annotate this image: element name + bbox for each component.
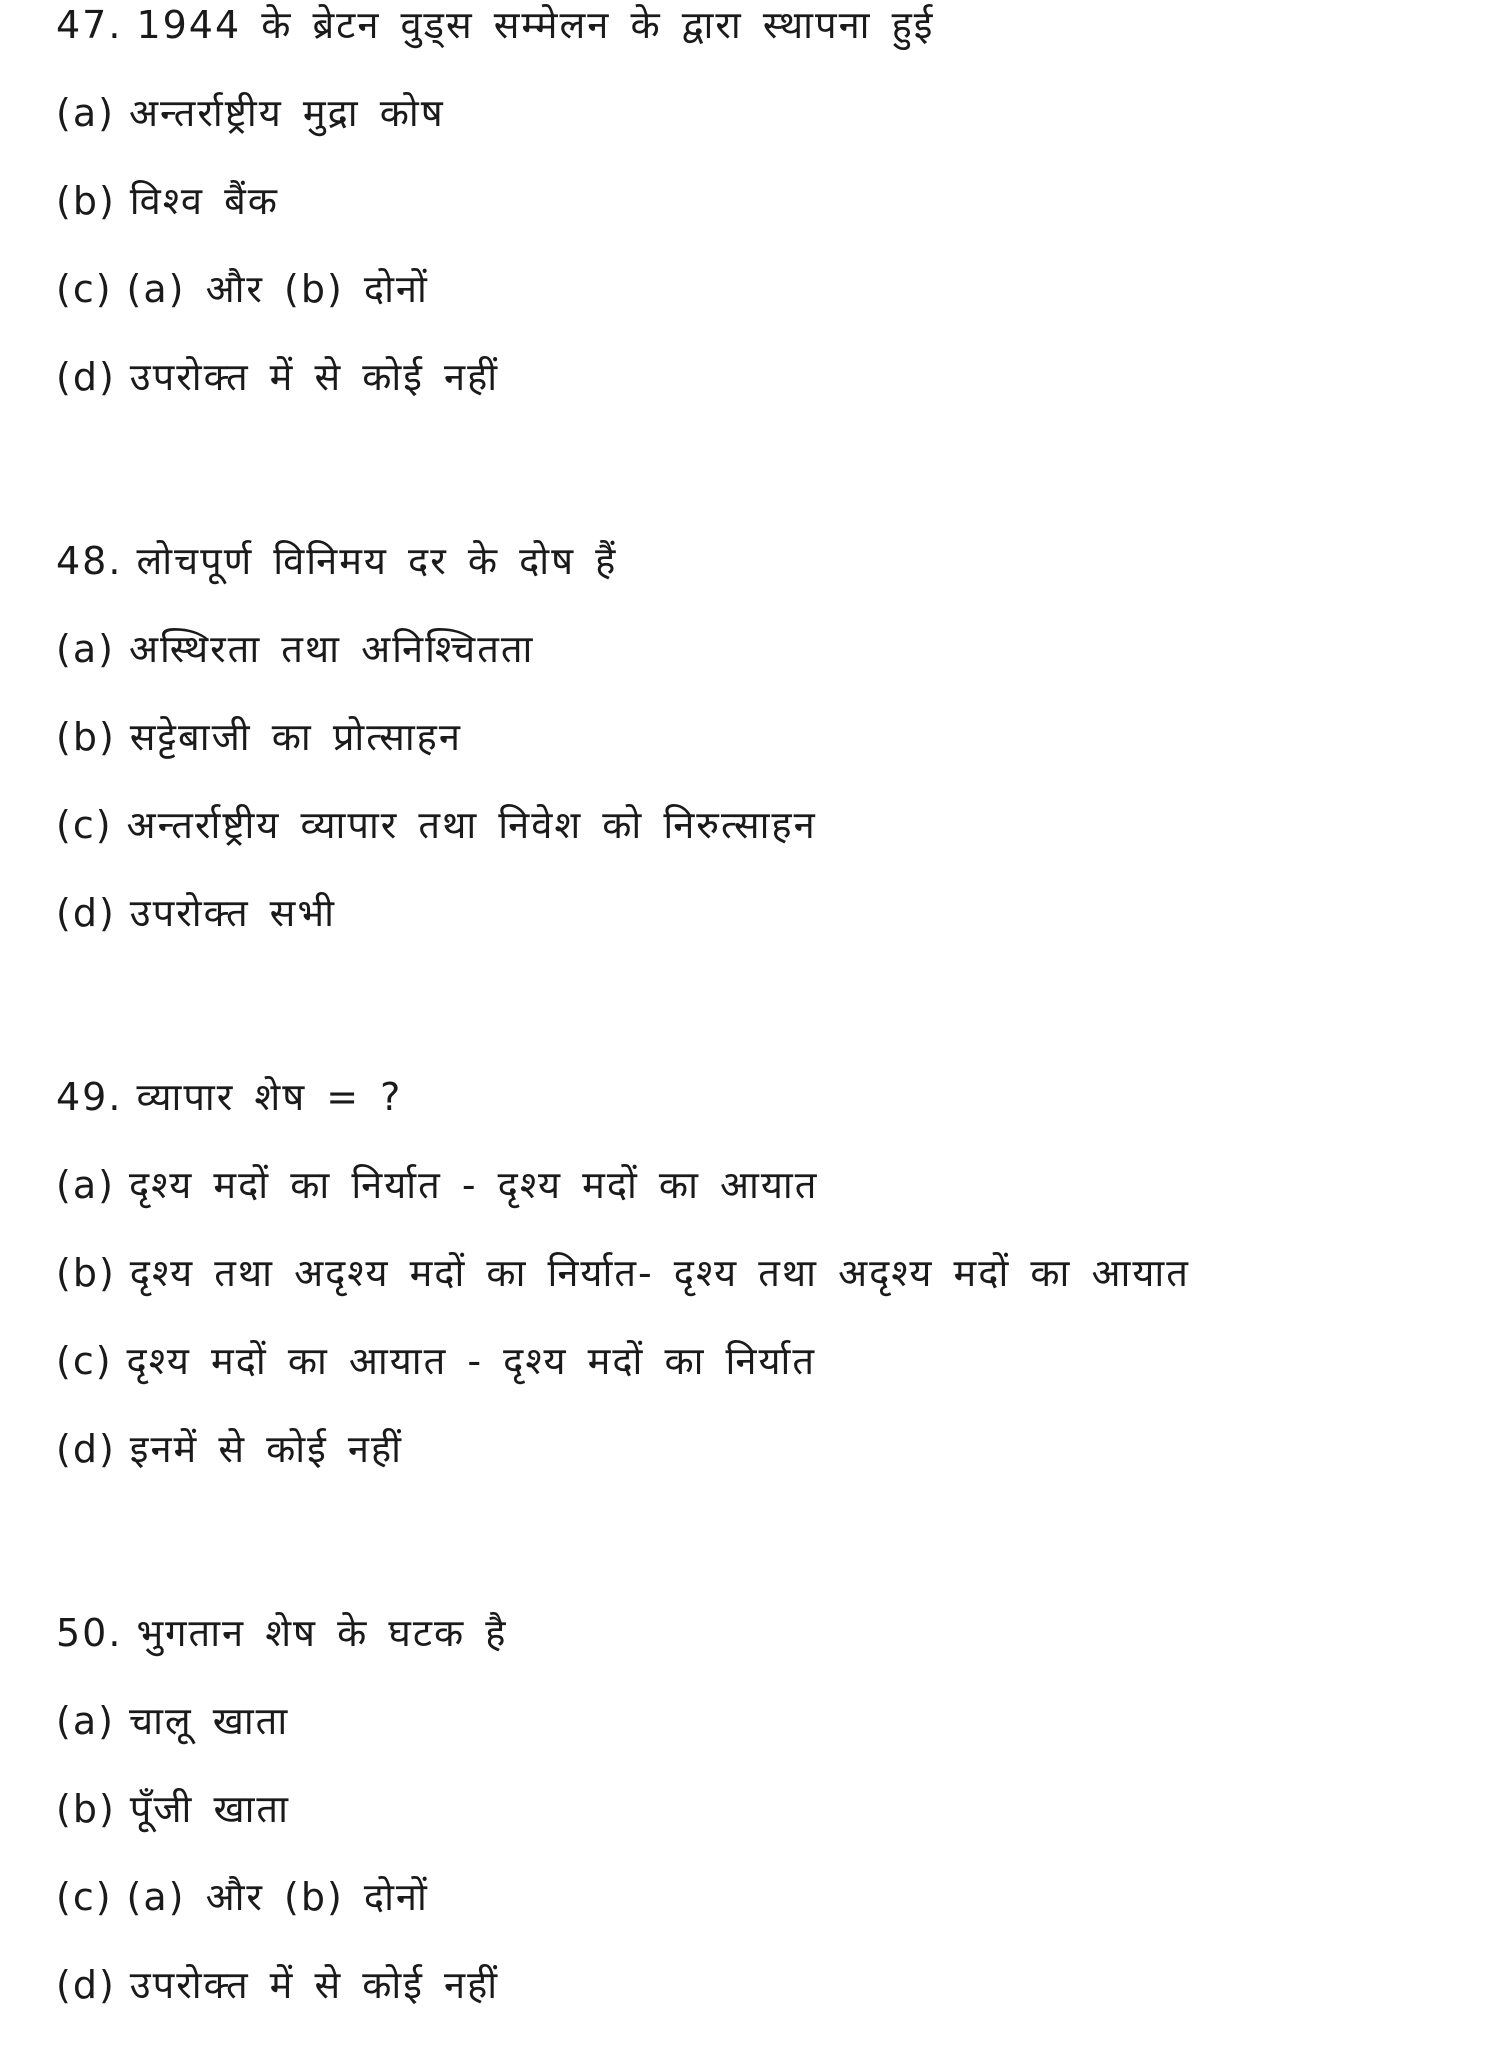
option-d: [56, 1960, 1505, 2048]
option-text: अन्तर्राष्ट्रीय मुद्रा कोष: [128, 91, 445, 135]
question-text: लोचपूर्ण विनिमय दर के दोष हैं: [136, 539, 618, 583]
option-letter: (a): [56, 91, 115, 135]
question-text: भुगतान शेष के घटक है: [136, 1611, 508, 1655]
option-text: दृश्य मदों का आयात - दृश्य मदों का निर्यात: [126, 1339, 817, 1383]
option-letter: (c): [56, 267, 113, 311]
option-c: [56, 800, 1505, 888]
option-text: विश्व बैंक: [129, 179, 279, 223]
option-d: [56, 888, 1505, 976]
option-b: [56, 1784, 1505, 1872]
question-number: 50.: [56, 1611, 123, 1655]
option-text: उपरोक्त में से कोई नहीं: [129, 355, 500, 399]
option-text: चालू खाता: [128, 1699, 290, 1743]
option-letter: (d): [56, 1963, 116, 2007]
option-text: सट्टेबाजी का प्रोत्साहन: [129, 715, 462, 759]
option-text: इनमें से कोई नहीं: [129, 1427, 403, 1471]
option-letter: (a): [56, 1163, 115, 1207]
option-c: [56, 264, 1505, 352]
option-a: [56, 1696, 1505, 1784]
option-c: [56, 1872, 1505, 1960]
option-text: दृश्य मदों का निर्यात - दृश्य मदों का आयात: [128, 1163, 819, 1207]
question-stem: [56, 1072, 1505, 1160]
option-text: अस्थिरता तथा अनिश्चितता: [128, 627, 535, 671]
question-49: [56, 1072, 1505, 1512]
option-text: अन्तर्राष्ट्रीय व्यापार तथा निवेश को निरुत्साहन: [126, 803, 817, 847]
option-d: [56, 1424, 1505, 1512]
question-stem: [56, 536, 1505, 624]
option-a: [56, 1160, 1505, 1248]
option-letter: (b): [56, 179, 116, 223]
option-letter: (d): [56, 355, 116, 399]
option-text: (a) और (b) दोनों: [126, 267, 429, 311]
option-text: उपरोक्त सभी: [129, 891, 336, 935]
option-letter: (c): [56, 1875, 113, 1919]
question-48: [56, 536, 1505, 976]
option-letter: (b): [56, 1787, 116, 1831]
question-number: 48.: [56, 539, 123, 583]
question-47: [56, 0, 1505, 440]
option-b: [56, 1248, 1505, 1336]
option-b: [56, 712, 1505, 800]
question-text: व्यापार शेष = ?: [136, 1075, 403, 1119]
option-c: [56, 1336, 1505, 1424]
option-a: [56, 624, 1505, 712]
option-letter: (b): [56, 715, 116, 759]
question-50: [56, 1608, 1505, 2048]
option-letter: (d): [56, 891, 116, 935]
option-letter: (c): [56, 803, 113, 847]
option-d: [56, 352, 1505, 440]
option-text: उपरोक्त में से कोई नहीं: [129, 1963, 500, 2007]
option-b: [56, 176, 1505, 264]
question-stem: [56, 0, 1505, 88]
question-text: 1944 के ब्रेटन वुड्स सम्मेलन के द्वारा स्थापना हुई: [136, 3, 935, 47]
option-text: पूँजी खाता: [129, 1787, 290, 1831]
option-letter: (a): [56, 1699, 115, 1743]
option-letter: (a): [56, 627, 115, 671]
question-stem: [56, 1608, 1505, 1696]
option-text: (a) और (b) दोनों: [126, 1875, 429, 1919]
option-letter: (d): [56, 1427, 116, 1471]
option-letter: (b): [56, 1251, 116, 1295]
option-a: [56, 88, 1505, 176]
option-letter: (c): [56, 1339, 113, 1383]
question-number: 49.: [56, 1075, 123, 1119]
question-number: 47.: [56, 3, 123, 47]
option-text: दृश्य तथा अदृश्य मदों का निर्यात- दृश्य तथा अदृश्य मदों का आयात: [129, 1251, 1190, 1295]
